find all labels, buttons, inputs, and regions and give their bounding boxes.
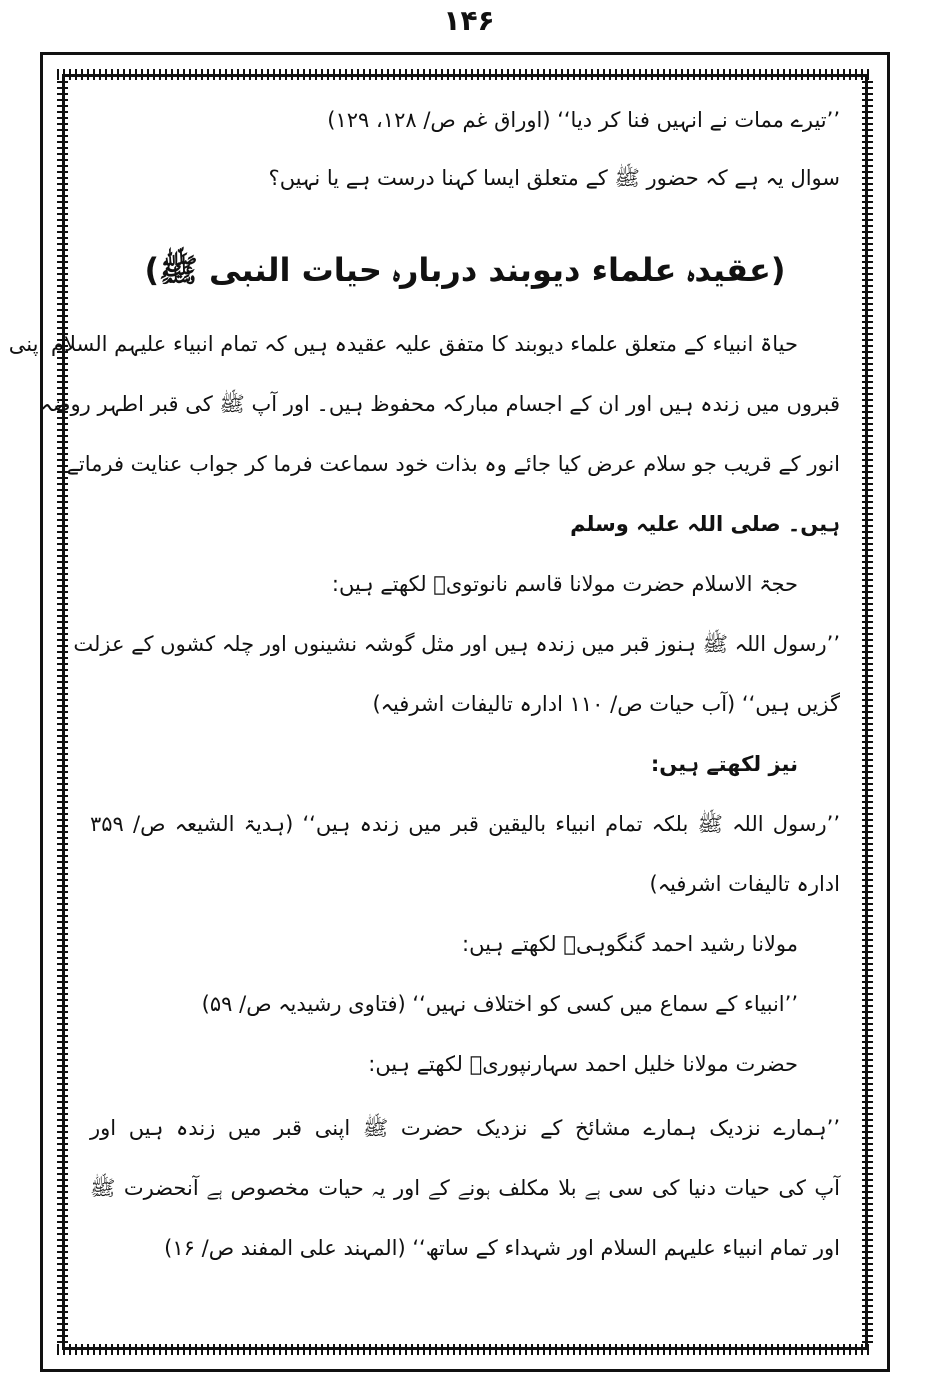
attribution-line: نیز لکھتے ہیں: [650,752,798,776]
attribution-line: مولانا رشید احمد گنگوہیؒ لکھتے ہیں: [462,932,798,956]
page-number: ۱۴۶ [443,4,495,37]
quote-line: گزیں ہیں‘‘ (آب حیات ص/ ۱۱۰ ادارہ تالیفات اشرفیہ) [372,692,840,716]
quote-line: ’’رسول اللہ ﷺ بلکہ تمام انبیاء بالیقین قبر میں زندہ ہیں‘‘ (ہدیۃ الشیعہ ص/ ۳۵۹ [90,812,840,836]
quote-line: ادارہ تالیفات اشرفیہ) [649,872,840,896]
paragraph-line: انور کے قریب جو سلام عرض کیا جائے وہ بذات خود سماعت فرما کر جواب عنایت فرماتے [66,452,840,476]
paragraph-line: حیاۃ انبیاء کے متعلق علماء دیوبند کا متفق علیہ عقیدہ ہیں کہ تمام انبیاء علیہم السلام اپنی [8,332,798,356]
quote-line: آپ کی حیات دنیا کی سی ہے بلا مکلف ہونے کے اور یہ حیات مخصوص ہے آنحضرت ﷺ [90,1176,840,1200]
section-heading: (عقیدہ علماء دیوبند دربارہ حیات النبی ﷺ) [144,251,786,289]
quote-line: اور تمام انبیاء علیہم السلام اور شہداء کے ساتھ‘‘ (المہند علی المفند ص/ ۱۶) [164,1236,840,1260]
quote-line: ’’ہمارے نزدیک ہمارے مشائخ کے نزدیک حضرت ﷺ اپنی قبر میں زندہ ہیں اور [90,1116,840,1140]
question-line: سوال یہ ہے کہ حضور ﷺ کے متعلق ایسا کہنا درست ہے یا نہیں؟ [268,166,840,190]
paragraph-line: ہیں۔ صلی اللہ علیہ وسلم [570,512,840,536]
attribution-line: حجۃ الاسلام حضرت مولانا قاسم نانوتویؒ لکھتے ہیں: [331,572,798,596]
paragraph-line: قبروں میں زندہ ہیں اور ان کے اجسام مبارکہ محفوظ ہیں۔ اور آپ ﷺ کی قبر اطہر روضہ [40,392,840,416]
attribution-line: حضرت مولانا خلیل احمد سہارنپوریؒ لکھتے ہیں: [368,1052,798,1076]
quote-line: ’’تیرے ممات نے انہیں فنا کر دیا‘‘ (اوراق غم ص/ ۱۲۸، ۱۲۹) [327,108,840,132]
quote-line: ’’رسول اللہ ﷺ ہنوز قبر میں زندہ ہیں اور مثل گوشہ نشینوں اور چلہ کشوں کے عزلت [73,632,840,656]
quote-line: ’’انبیاء کے سماع میں کسی کو اختلاف نہیں‘‘ (فتاوی رشیدیہ ص/ ۵۹) [201,992,798,1016]
